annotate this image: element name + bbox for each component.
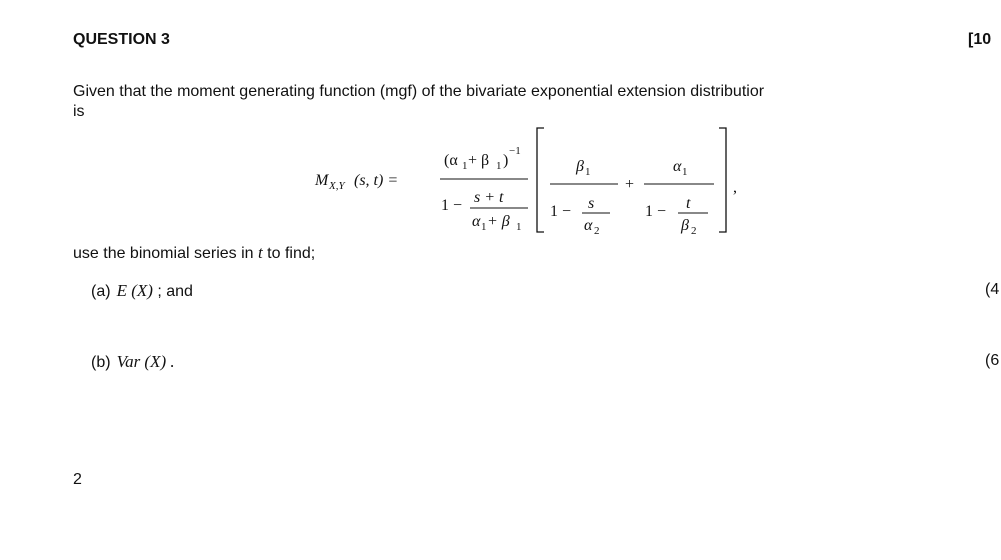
part-b-math: Var (X) . xyxy=(116,352,175,371)
formula-den1-numerator: s + t xyxy=(474,189,504,206)
formula-left-bracket xyxy=(537,128,544,232)
formula-term2-alpha-sub: 1 xyxy=(682,166,688,178)
formula-term1-alpha: α xyxy=(584,217,593,234)
formula-term2-beta-sub: 2 xyxy=(691,225,697,237)
part-a-suffix: ; and xyxy=(152,283,193,300)
formula-den1-plus-beta: + β xyxy=(487,213,510,230)
part-a-label: (a) xyxy=(91,283,111,300)
formula-lhs-subscript: X,Y xyxy=(329,180,345,192)
formula-term1-alpha-sub: 2 xyxy=(594,225,600,237)
question-intro-line-1: Given that the moment generating function (mgf) of the bivariate exponential extension distributior xyxy=(73,83,765,100)
instruction-text-before: use the binomial series in xyxy=(73,245,258,262)
formula-num1-open: (α xyxy=(444,152,458,169)
mgf-formula xyxy=(300,122,780,237)
part-b-label: (b) xyxy=(91,354,111,371)
formula-den1-alpha-sub: 1 xyxy=(481,221,487,233)
formula-comma: , xyxy=(733,179,737,196)
formula-term1-beta: β xyxy=(576,158,584,175)
formula-term1-one-minus: 1 − xyxy=(550,203,572,220)
question-title: QUESTION 3 xyxy=(73,31,170,48)
formula-lhs-m: M xyxy=(315,172,329,189)
formula-num1-sub2: 1 xyxy=(496,160,502,172)
formula-num1-sub1: 1 xyxy=(462,160,468,172)
formula-term2-t: t xyxy=(686,195,691,212)
page-number: 2 xyxy=(73,471,82,488)
question-intro-line-2: is xyxy=(73,103,85,120)
instruction-text-after: to find; xyxy=(262,245,316,262)
instruction-variable: t xyxy=(257,243,263,262)
formula-num1-exponent: −1 xyxy=(509,145,521,157)
part-b xyxy=(91,352,175,372)
formula-lhs-args: (s, t) = xyxy=(354,172,399,189)
question-total-marks: [10 xyxy=(968,31,992,48)
formula-den1-one-minus: 1 − xyxy=(441,197,463,214)
part-b-marks: (6 xyxy=(985,352,1000,369)
formula-den1-beta-sub: 1 xyxy=(516,221,522,233)
instruction-line xyxy=(73,243,315,263)
formula-den1-alpha: α xyxy=(472,213,481,230)
formula-plus: + xyxy=(625,176,635,193)
formula-right-bracket xyxy=(719,128,726,232)
part-a xyxy=(91,281,193,301)
part-a-math: E (X) xyxy=(116,281,153,300)
formula-term2-one-minus: 1 − xyxy=(645,203,667,220)
formula-num1-plus-beta: + β xyxy=(468,152,490,169)
formula-term2-alpha: α xyxy=(673,158,682,175)
formula-term2-beta: β xyxy=(681,217,689,234)
formula-num1-close: ) xyxy=(503,152,509,169)
formula-term1-s: s xyxy=(588,195,595,212)
part-a-marks: (4 xyxy=(985,281,1000,298)
formula-term1-beta-sub: 1 xyxy=(585,166,591,178)
